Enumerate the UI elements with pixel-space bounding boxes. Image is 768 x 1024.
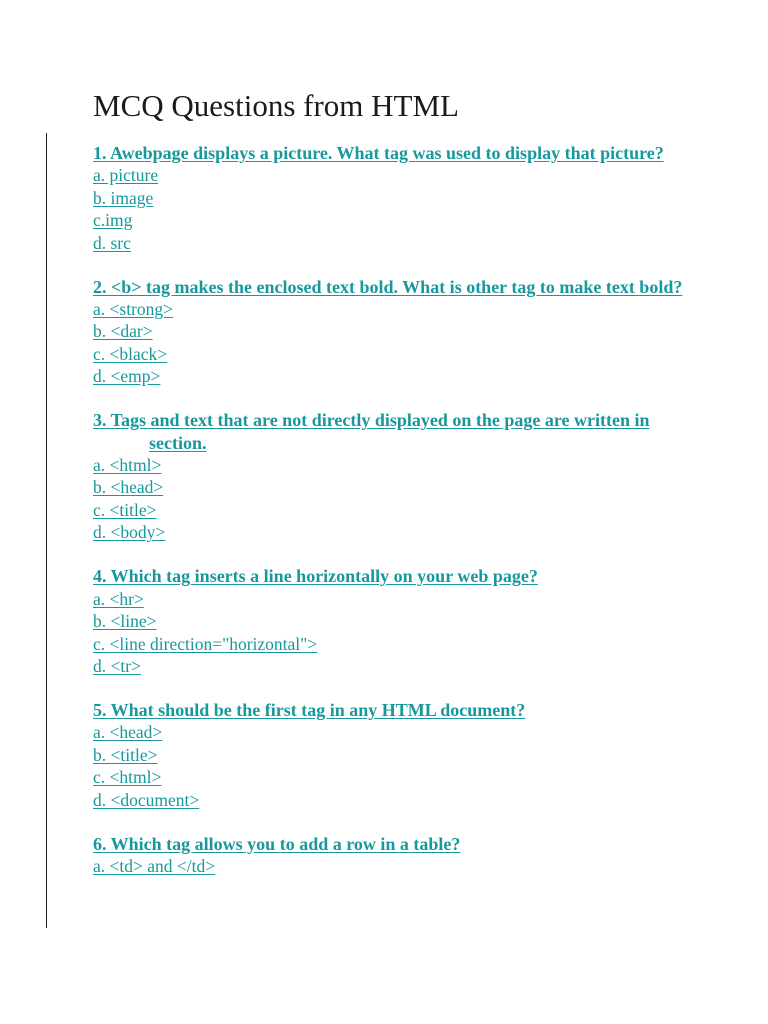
- option-b[interactable]: b. <dar>: [93, 321, 153, 342]
- option-b[interactable]: b. <line>: [93, 611, 157, 632]
- margin-rule: [46, 133, 47, 928]
- question-3: [93, 409, 693, 543]
- option-d[interactable]: d. <body>: [93, 522, 166, 543]
- question-text[interactable]: 5. What should be the first tag in any HTML document?: [93, 699, 526, 720]
- option-d[interactable]: d. <document>: [93, 789, 200, 810]
- question-text[interactable]: 4. Which tag inserts a line horizontally on your web page?: [93, 566, 538, 587]
- option-c[interactable]: c. <black>: [93, 343, 168, 364]
- option-a[interactable]: a. picture: [93, 165, 159, 186]
- question-text[interactable]: 6. Which tag allows you to add a row in a table?: [93, 833, 461, 854]
- question-text[interactable]: 1. Awebpage displays a picture. What tag was used to display that picture?: [93, 143, 664, 163]
- option-d[interactable]: d. <tr>: [93, 655, 141, 676]
- question-2: [93, 276, 693, 388]
- question-text-after: section.: [149, 432, 207, 453]
- option-a[interactable]: a. <head>: [93, 722, 163, 743]
- option-a[interactable]: a. <td> and </td>: [93, 855, 216, 876]
- option-a[interactable]: a. <strong>: [93, 299, 174, 320]
- question-1: [93, 142, 693, 254]
- option-c[interactable]: c. <title>: [93, 499, 157, 520]
- option-b[interactable]: b. image: [93, 187, 154, 208]
- option-d[interactable]: d. src: [93, 232, 131, 253]
- question-text[interactable]: [93, 409, 693, 454]
- option-c[interactable]: c.img: [93, 210, 133, 231]
- page-title: MCQ Questions from HTML: [93, 88, 459, 123]
- question-5: [93, 699, 693, 811]
- option-c[interactable]: c. <html>: [93, 767, 162, 788]
- question-4: [93, 565, 693, 677]
- option-b[interactable]: b. <title>: [93, 744, 158, 765]
- question-6: [93, 833, 693, 878]
- option-b[interactable]: b. <head>: [93, 477, 164, 498]
- question-text-before: 3. Tags and text that are not directly displayed on the page are written in: [93, 410, 650, 431]
- option-d[interactable]: d. <emp>: [93, 366, 161, 387]
- question-text[interactable]: 2. <b> tag makes the enclosed text bold. What is other tag to make text bold?: [93, 276, 683, 297]
- option-a[interactable]: a. <html>: [93, 455, 162, 476]
- question-list: [93, 142, 693, 899]
- option-c[interactable]: c. <line direction="horizontal">: [93, 633, 318, 654]
- option-a[interactable]: a. <hr>: [93, 588, 144, 609]
